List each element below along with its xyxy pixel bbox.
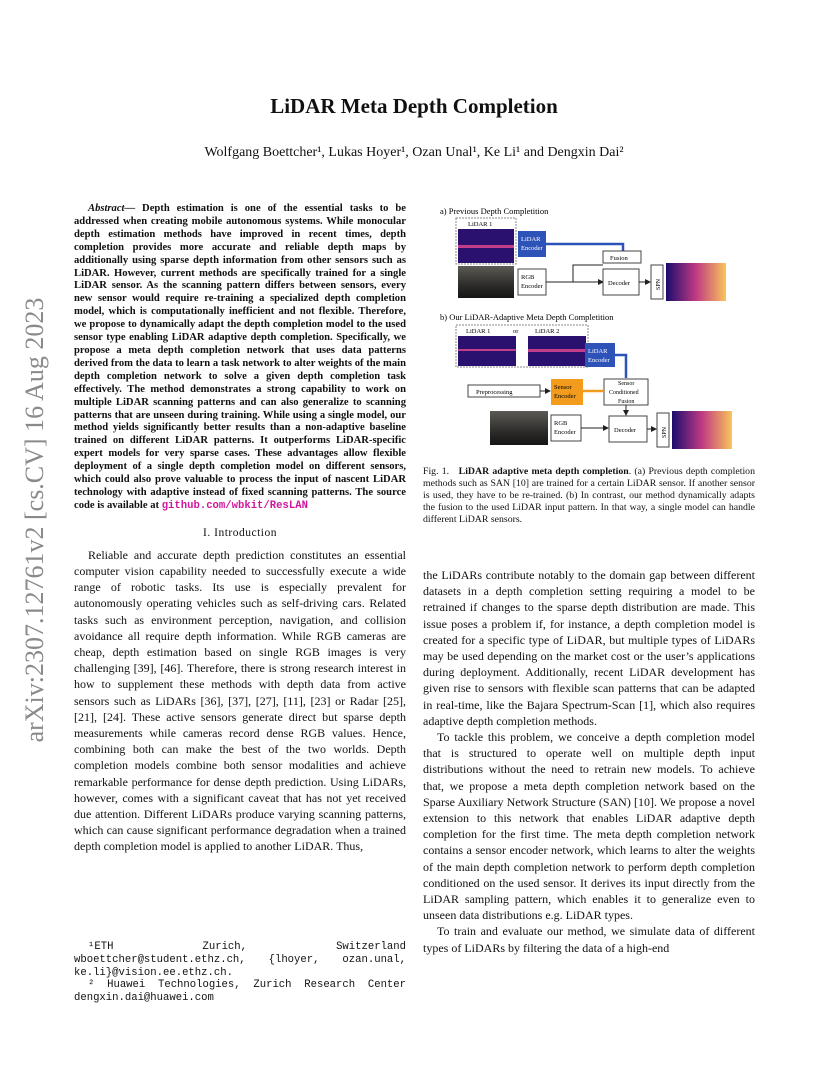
source-code-link[interactable]: github.com/wbkit/ResLAN [161, 499, 308, 512]
lidar-encoder-b-l1: LiDAR [588, 348, 608, 355]
rgb-encoder-a-l1: RGB [521, 274, 535, 281]
panel-b-title: b) Our LiDAR-Adaptive Meta Depth Completition [440, 312, 614, 322]
scan-line [458, 349, 516, 351]
arxiv-stamp-text: arXiv:2307.12761v2 [cs.CV] 16 Aug 2023 [20, 297, 49, 743]
caption-text: . (a) Previous depth completion methods such as SAN [10] are trained for a certain LiDAR sensor. If another sensor is used, they have to be re-trained. (b) In contrast, our method dynamically adapts the fusion to the used LiDAR input pattern. In that way, a single model can handle different LiDAR sensors. [423, 466, 755, 525]
rgb-encoder-b-l2: Encoder [554, 429, 576, 436]
panel-a-title: a) Previous Depth Completition [440, 206, 549, 216]
flow-arrow [615, 355, 626, 378]
abstract-text: — Depth estimation is one of the essential tasks to be addressed when creating mobile autonomous systems. While monocular depth estimation methods have improved in recent times, depth completion provides more accurate and reliable depth maps by additionally using sparse depth information from other sensors such as LiDAR. However, current methods are specifically trained for a single LiDAR sensor. As the scanning pattern differs between sensors, every new sensor would require re-training a specialized depth completion model, which is computationally inefficient and not flexible. Therefore, we propose to dynamically adapt the depth completion model to the used sensor type enabling LiDAR adaptive depth completion. Specifically, we propose a meta depth completion network that uses data patterns derived from the data to learn a task network to alter weights of the main depth completion network to solve a given depth completion task effectively. The method demonstrates a strong capability to work on multiple LiDAR scanning patterns and can also generalize to scanning patterns that are unseen during training. While using a single model, our method yields significantly better results than a non-adaptive baseline trained on different LiDAR patterns. It outperforms LiDAR-specific expert models for very sparse cases. These advantages allow flexible deployment of a single depth completion model on different sensors, which could also prove valuable to process the input of nascent LiDAR technology with adaptive instead of fixed scanning patterns. The source code is available at [74, 203, 406, 511]
paper-authors: Wolfgang Boettcher¹, Lukas Hoyer¹, Ozan Unal¹, Ke Li¹ and Dengxin Dai² [204, 145, 624, 160]
abstract-lead: Abstract [88, 203, 125, 214]
preprocessing-label: Preprocessing [476, 389, 513, 396]
lidar1-label-a: LiDAR 1 [468, 221, 493, 228]
left-column [74, 203, 406, 855]
scan-line [458, 245, 514, 248]
intro-right-paragraph-2: To tackle this problem, we conceive a depth completion model that is structured to operate well on multiple depth input distributions without the need to retrain new models. To achieve that, we propose a meta depth completion network based on the Sparse Auxiliary Network Structure (SAN) [10]. We propose a novel extension to this network that enables LiDAR adaptive depth completion for the first time. The meta depth completion network contains a sensor encoder network, which learns to alter the weights of the main depth completion network to perform depth completion conditioned on the used sensor. It derives its input directly from the LiDAR sampling pattern, which enables it to generalize even to unseen data distributions e.g. LiDAR types. [423, 730, 755, 923]
output-depth-a [666, 263, 726, 301]
output-depth-b [672, 411, 732, 449]
rgb-encoder-b-l1: RGB [554, 420, 568, 427]
sensor-fusion-l2: Conditioned [609, 390, 639, 396]
figure-1 [438, 203, 758, 458]
caption-bold: LiDAR adaptive meta depth completion [458, 466, 629, 477]
footnote-2: ² Huawei Technologies, Zurich Research Center dengxin.dai@huawei.com [74, 979, 406, 1005]
decoder-a-label: Decoder [608, 280, 631, 287]
decoder-b-label: Decoder [614, 427, 637, 434]
rgb-encoder-a-l2: Encoder [521, 283, 543, 290]
spn-a-label: SPN [656, 278, 662, 290]
section-heading: I. Introduction [203, 526, 277, 539]
figure-diagram [438, 203, 758, 458]
lidar-encoder-b-l2: Encoder [588, 357, 610, 364]
lidar2-label-b: LiDAR 2 [535, 328, 560, 335]
sensor-encoder-l1: Sensor [554, 384, 572, 391]
right-column-text [423, 567, 755, 956]
figure-caption [423, 466, 755, 526]
lidar-encoder-a [518, 231, 546, 257]
paper-title: LiDAR Meta Depth Completion [270, 94, 558, 118]
lidar-encoder-a-l2: Encoder [521, 245, 543, 252]
abstract [74, 203, 406, 513]
footnote-1: ¹ETH Zurich, Switzerland wboettcher@student.ethz.ch, {lhoyer, ozan.unal, ke.li}@vision.ee.ethz.ch. [74, 941, 406, 979]
rgb-image-a [458, 266, 514, 298]
caption-label: Fig. 1. [423, 466, 450, 477]
or-label: or [513, 328, 519, 335]
scan-line [528, 349, 586, 352]
spn-b-label: SPN [662, 426, 668, 438]
sensor-fusion-l1: Sensor [618, 381, 635, 387]
arxiv-stamp [20, 280, 50, 760]
sensor-fusion-l3: Fusion [618, 399, 635, 405]
sensor-encoder-box [551, 379, 583, 405]
intro-left-paragraph: Reliable and accurate depth prediction constitutes an essential computer vision capability needed to successfully execute a wide range of robotic tasks. Its use is especially prevalent for autonomously operating vehicles such as self-driving cars. Related tasks such as environment perception, navigation, and collision avoidance all require depth information. While RGB cameras are cheap, depth estimation based on single RGB images is very challenging [39], [46]. Therefore, there is strong research interest in how to supplement these methods with depth data from active sensors such as LiDARs [36], [37], [27], [11], [23] or Radar [25], [21], [24]. These active sensors generate direct but sparse depth measurements while cameras record dense RGB values. Hence, combining both can make the best of the two worlds. Depth completion models combine both sensor modalities and achieve remarkable performance for dense depth prediction. Using LiDARs, however, comes with a significant caveat that has not yet received due attention. Different LiDARs produce varying scanning patterns, which can cause significant performance degradation when a trained depth completion model is applied to another LiDAR. Thus, [74, 547, 406, 854]
intro-right-paragraph-3: To train and evaluate our method, we simulate data of different types of LiDARs by filtering the data of a high-end [423, 924, 755, 955]
sensor-encoder-l2: Encoder [554, 393, 576, 400]
fusion-a-label: Fusion [610, 255, 628, 262]
flow-arrow [546, 244, 623, 251]
rgb-encoder-a [518, 269, 546, 295]
intro-right-paragraph-1: the LiDARs contribute notably to the domain gap between different datasets in a depth completion setting requiring a model to be retrained if changes to the sparse depth distribution are made. This issue poses a problem if, for instance, a depth completion model is created for a specific type of LiDAR, but multiple types of LiDARs may be used depending on the market cost or the user’s applications during deployment. Additionally, recent LiDAR development has given rise to sensors with flexible scan patterns that can be adapted in real-time, like the Bajara Spectrum-Scan [1], which also requires adaptive depth completion methods. [423, 568, 755, 728]
rgb-image-b [490, 411, 548, 445]
rgb-encoder-b [551, 415, 581, 441]
flow-arrow [573, 265, 603, 282]
footnotes [74, 941, 406, 1005]
lidar1-label-b: LiDAR 1 [466, 328, 491, 335]
lidar-encoder-a-l1: LiDAR [521, 236, 541, 243]
